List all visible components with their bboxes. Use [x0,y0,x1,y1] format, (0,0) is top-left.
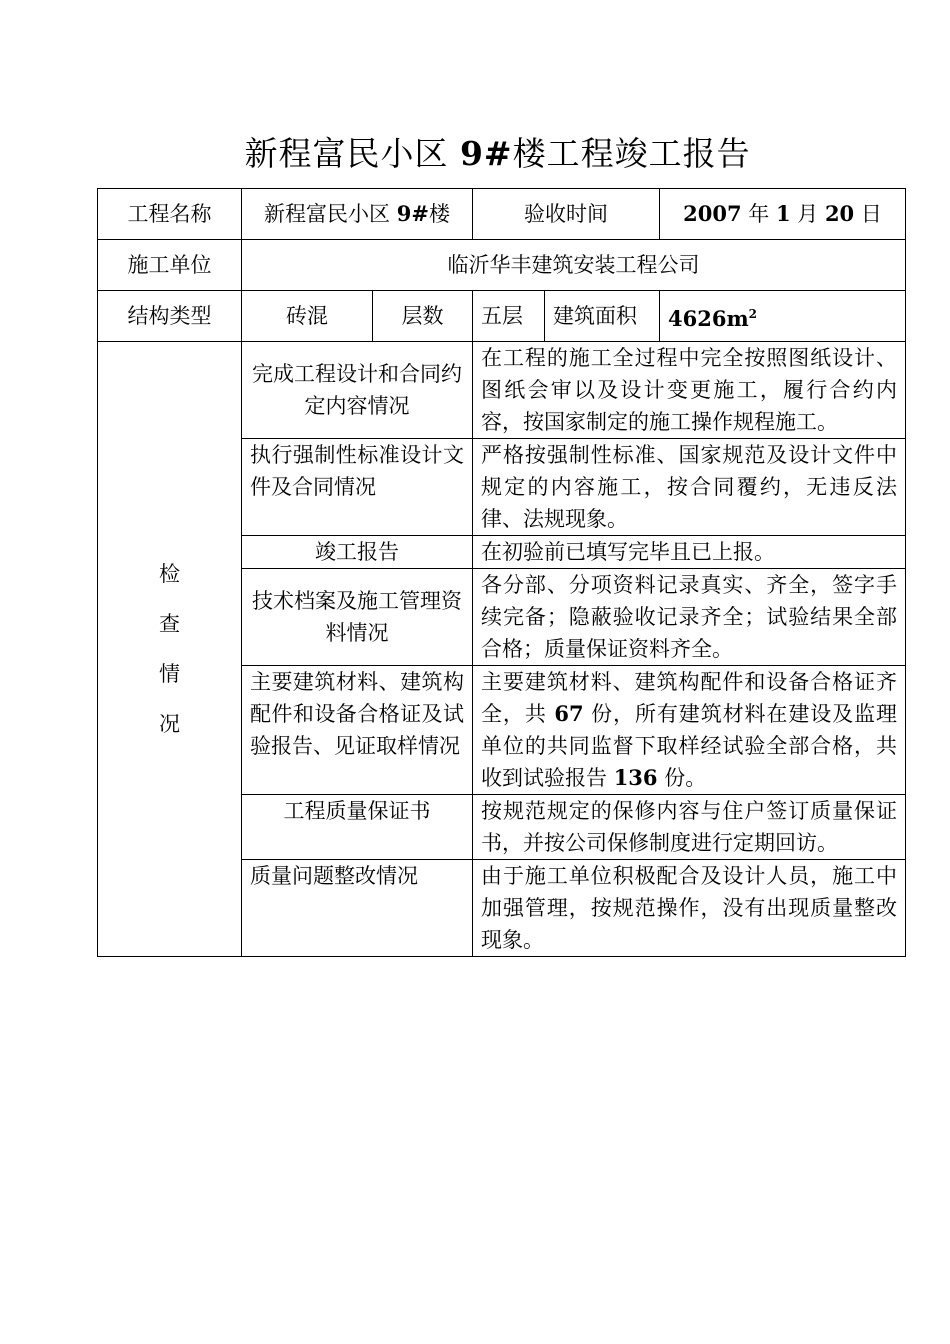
check-item-name: 竣工报告 [242,536,473,569]
check-item-name: 质量问题整改情况 [242,860,473,957]
label-area: 建筑面积 [545,291,660,342]
check-item-content: 由于施工单位积极配合及设计人员，施工中加强管理，按规范操作，没有出现质量整改现象。 [473,860,906,957]
acceptance-date: 2007 年 1 月 20 日 [660,189,906,240]
check-item-content: 各分部、分项资料记录真实、齐全，签字手续完备；隐蔽验收记录齐全；试验结果全部合格；质量保证资料齐全。 [473,569,906,666]
floors: 五层 [473,291,545,342]
check-item-content: 按规范规定的保修内容与住户签订质量保证书，并按公司保修制度进行定期回访。 [473,795,906,860]
contractor: 临沂华丰建筑安装工程公司 [242,240,906,291]
check-item-content: 在初验前已填写完毕且已上报。 [473,536,906,569]
label-floors: 层数 [373,291,473,342]
row-contractor [98,240,906,291]
check-label: 检 查 情 况 [98,342,242,957]
project-name: 新程富民小区 9#楼 [242,189,473,240]
label-acceptance-time: 验收时间 [473,189,660,240]
check-item-name: 技术档案及施工管理资料情况 [242,569,473,666]
check-item-name: 执行强制性标准设计文件及合同情况 [242,439,473,536]
check-item-name: 完成工程设计和合同约定内容情况 [242,342,473,439]
building-area: $4626m^2$ [660,291,906,342]
check-item-content: 严格按强制性标准、国家规范及设计文件中规定的内容施工，按合同覆约，无违反法律、法规现象。 [473,439,906,536]
page-title: 新程富民小区 9#楼工程竣工报告 [244,134,751,173]
label-structure: 结构类型 [98,291,242,342]
structure-type: 砖混 [242,291,373,342]
label-contractor: 施工单位 [98,240,242,291]
check-row-1 [98,342,906,439]
label-project-name: 工程名称 [98,189,242,240]
row-structure [98,291,906,342]
row-project [98,189,906,240]
check-item-content: 在工程的施工全过程中完全按照图纸设计、图纸会审以及设计变更施工，履行合约内容，按国家制定的施工操作规程施工。 [473,342,906,439]
report-table [97,188,906,957]
check-item-name: 主要建筑材料、建筑构配件和设备合格证及试验报告、见证取样情况 [242,666,473,795]
check-item-content: 主要建筑材料、建筑构配件和设备合格证齐全，共 67 份，所有建筑材料在建设及监理单位的共同监督下取样经试验全部合格，共收到试验报告 136 份。 [473,666,906,795]
check-item-name: 工程质量保证书 [242,795,473,860]
